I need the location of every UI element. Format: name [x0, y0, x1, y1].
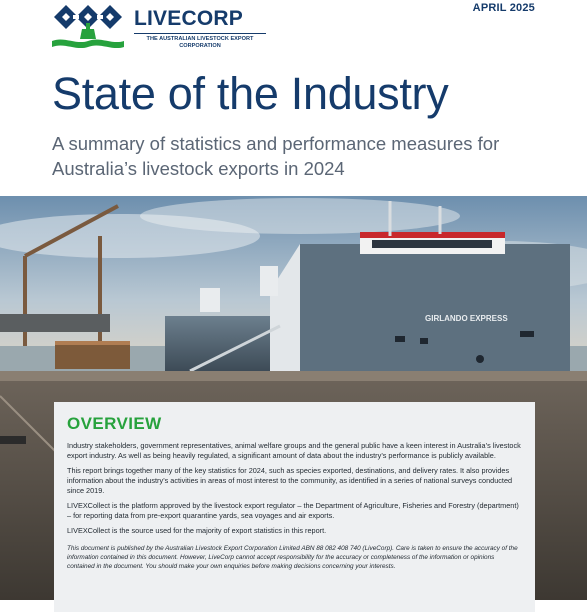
livecorp-logo: [52, 3, 254, 55]
overview-heading: OVERVIEW: [67, 414, 162, 433]
overview-panel: [54, 402, 535, 612]
overview-paragraph: This report brings together many of the key statistics for 2024, such as species exported, destinations, and delivery rates. It also provides information about the industry’s activities in areas of most interest to the community, as identified in a series of national surveys conducted since 2019.: [67, 466, 513, 495]
page-subtitle: A summary of statistics and performance measures for Australia’s livestock exports in 2024: [52, 133, 500, 179]
brand-divider: [134, 33, 266, 34]
ship-name-label: GIRLANDO EXPRESS: [425, 314, 508, 323]
brand-name: LIVECORP: [134, 7, 243, 30]
brand-tagline: THE AUSTRALIAN LIVESTOCK EXPORT CORPORATION: [146, 36, 254, 49]
page-title: State of the Industry: [52, 68, 449, 119]
issue-date: APRIL 2025: [472, 2, 535, 14]
overview-paragraph: Industry stakeholders, government representatives, animal welfare groups and the general public have a keen interest in Australia’s livestock export industry. As well as being heavily regulated, a significant amount of data about the industry’s performance is publicly available.: [67, 441, 521, 460]
overview-paragraph: LIVEXCollect is the source used for the majority of export statistics in this report.: [67, 526, 327, 535]
overview-paragraph: LIVEXCollect is the platform approved by the livestock export regulator – the Department of Agriculture, Fisheries and Forestry (department) – for reporting data from pre-export quarantine yards, sea voyages and air exports.: [67, 501, 519, 520]
livecorp-logo-mark-icon: [52, 3, 124, 55]
disclaimer-note: This document is published by the Australian Livestock Export Corporation Limited ABN 88 082 408 740 (LiveCorp). Care is taken to ensure the accuracy of the information contained in this document. However, LiveCorp cannot accept responsibility for the accuracy or completeness of the information or opinions contained in the document. You should make your own enquiries before making decisions concerning your interests.: [67, 545, 518, 570]
